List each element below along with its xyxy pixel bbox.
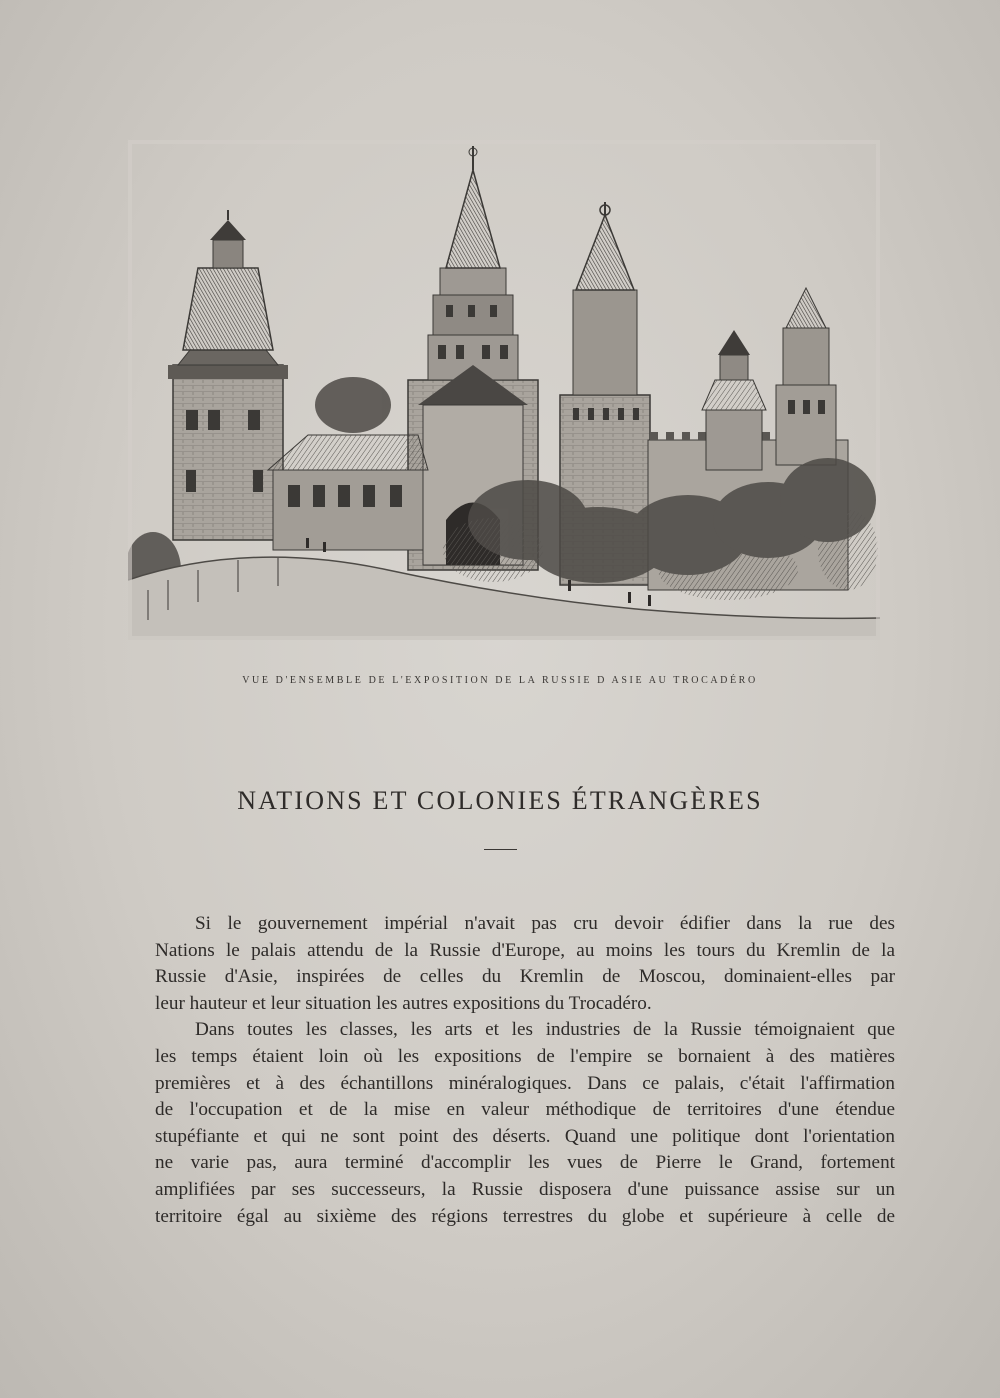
illustration (128, 140, 880, 640)
text-line: amplifiées par ses successeurs, la Russie disposera d'une puissance assise sur un (155, 1178, 895, 1200)
heading-divider (484, 849, 517, 850)
text-line: ne varie pas, aura terminé d'accomplir les vues de Pierre le Grand, fortement (155, 1152, 895, 1174)
body-text (115, 911, 895, 1230)
text-line: Nations le palais attendu de la Russie d'Europe, au moins les tours du Kremlin de la (155, 939, 895, 961)
text-line: leur hauteur et leur situation les autres expositions du Trocadéro. (155, 992, 652, 1014)
illustration-caption: VUE D'ENSEMBLE DE L'EXPOSITION DE LA RUSSIE D ASIE AU TROCADÉRO (242, 675, 758, 686)
paragraph-1 (115, 911, 895, 1017)
text-line: Si le gouvernement impérial n'avait pas cru devoir édifier dans la rue des (195, 913, 895, 934)
paragraph-2 (115, 1017, 895, 1230)
text-line: de l'occupation et de la mise en valeur méthodique de territoires d'une étendue (155, 1099, 895, 1121)
text-line: Dans toutes les classes, les arts et les industries de la Russie témoignaient que (195, 1019, 895, 1041)
text-line: les temps étaient loin où les expositions de l'empire se bornaient à des matières (155, 1045, 895, 1067)
text-line: premières et à des échantillons minéralogiques. Dans ce palais, c'était l'affirmation (155, 1072, 895, 1094)
kremlin-towers-engraving-icon (128, 140, 880, 640)
section-heading: NATIONS ET COLONIES ÉTRANGÈRES (237, 786, 763, 815)
text-line: stupéfiante et qui ne sont point des déserts. Quand une politique dont l'orientation (155, 1125, 895, 1147)
text-line: Russie d'Asie, inspirées de celles du Kremlin de Moscou, dominaient-elles par (155, 966, 895, 988)
text-line: territoire égal au sixième des régions terrestres du globe et supérieure à celle de (155, 1205, 895, 1227)
